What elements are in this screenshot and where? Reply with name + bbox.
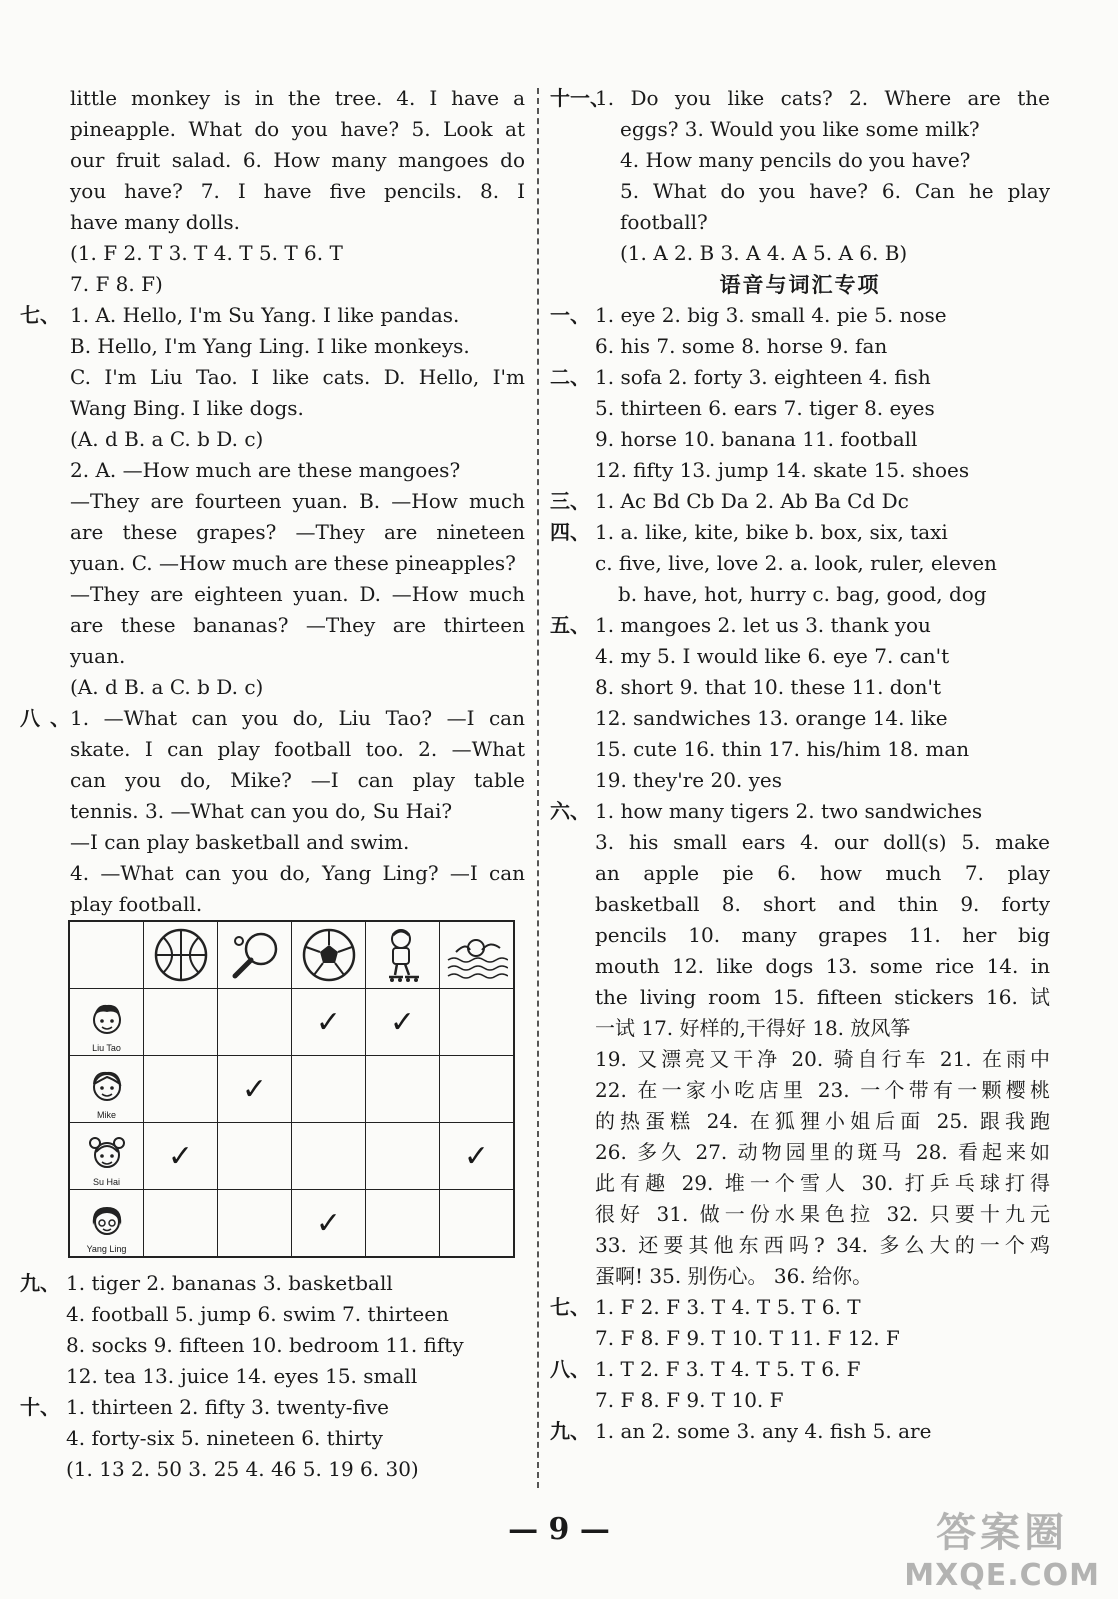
- answer-line: [20, 486, 525, 517]
- line-text: an apple pie 6. how much 7. play: [595, 861, 1050, 885]
- answer-line: [20, 1423, 525, 1454]
- question-line: [550, 1292, 1050, 1323]
- question-number: 十、: [20, 1395, 60, 1419]
- line-text: mouth 12. like dogs 13. some rice 14. in: [595, 954, 1050, 978]
- line-text: 15. cute 16. thin 17. his/him 18. man: [595, 737, 970, 761]
- answer-line: [20, 734, 525, 765]
- check-cell: [366, 1123, 440, 1190]
- question-line: [550, 610, 1050, 641]
- check-cell: [440, 989, 515, 1056]
- question-line: [550, 517, 1050, 548]
- answer-line: [20, 1361, 525, 1392]
- line-text: 1. T 2. F 3. T 4. T 5. T 6. F: [595, 1357, 861, 1381]
- answer-line: [550, 1106, 1050, 1137]
- answer-line: [20, 517, 525, 548]
- watermark-logo: [904, 1501, 1100, 1593]
- question-line: [550, 300, 1050, 331]
- column-divider: [537, 88, 539, 1488]
- answer-line: [550, 1137, 1050, 1168]
- line-text: 7. F 8. F 9. T 10. T 11. F 12. F: [595, 1326, 900, 1350]
- answer-line: [550, 424, 1050, 455]
- answer-line: [550, 858, 1050, 889]
- question-number: 八、: [20, 706, 70, 730]
- line-text: 一试 17. 好样的,干得好 18. 放风筝: [595, 1016, 911, 1040]
- answer-line: [20, 114, 525, 145]
- answer-line: [20, 858, 525, 889]
- line-text: 7. F 8. F 9. T 10. F: [595, 1388, 784, 1412]
- line-text: 1. eye 2. big 3. small 4. pie 5. nose: [595, 303, 947, 327]
- line-text: 的热蛋糕 24. 在狐狸小姐后面 25. 跟我跑: [595, 1109, 1050, 1133]
- check-cell: [292, 1056, 366, 1123]
- line-text: 1. A. Hello, I'm Su Yang. I like pandas.: [70, 303, 460, 327]
- question-line: [550, 796, 1050, 827]
- line-text: 1. mangoes 2. let us 3. thank you: [595, 613, 931, 637]
- line-text: 5. thirteen 6. ears 7. tiger 8. eyes: [595, 396, 935, 420]
- line-text: 1. Ac Bd Cb Da 2. Ab Ba Cd Dc: [595, 489, 909, 513]
- answer-line: [550, 1385, 1050, 1416]
- su-hai-avatar: [69, 1123, 144, 1190]
- answer-line: [20, 331, 525, 362]
- answer-line: [20, 889, 525, 920]
- line-text: 6. his 7. some 8. horse 9. fan: [595, 334, 888, 358]
- mike-avatar: [69, 1056, 144, 1123]
- check-cell: [440, 1190, 515, 1258]
- line-text: 1. a. like, kite, bike b. box, six, taxi: [595, 520, 948, 544]
- line-text: 4. my 5. I would like 6. eye 7. can't: [595, 644, 950, 668]
- liu-tao-avatar: [69, 989, 144, 1056]
- line-text: our fruit salad. 6. How many mangoes do: [70, 148, 525, 172]
- table-row: [69, 1123, 514, 1190]
- answer-line: [550, 982, 1050, 1013]
- question-number: 九、: [20, 1271, 60, 1295]
- line-text: 1. F 2. F 3. T 4. T 5. T 6. T: [595, 1295, 861, 1319]
- line-text: 4. How many pencils do you have?: [620, 148, 971, 172]
- check-cell: [218, 1123, 292, 1190]
- line-text: eggs? 3. Would you like some milk?: [620, 117, 980, 141]
- answer-line: [20, 393, 525, 424]
- question-number: 九、: [550, 1419, 590, 1443]
- line-text: 2. A. —How much are these mangoes?: [70, 458, 461, 482]
- answer-line: [550, 238, 1050, 269]
- answer-line: [20, 1454, 525, 1485]
- line-text: B. Hello, I'm Yang Ling. I like monkeys.: [70, 334, 470, 358]
- question-line: [550, 362, 1050, 393]
- line-text: 5. What do you have? 6. Can he play: [620, 179, 1050, 203]
- answer-line: [550, 455, 1050, 486]
- line-text: are these bananas? —They are thirteen: [70, 613, 525, 637]
- line-text: 此有趣 29. 堆一个雪人 30. 打乒乓球打得: [595, 1171, 1050, 1195]
- answer-line: [550, 393, 1050, 424]
- answer-line: [20, 827, 525, 858]
- line-text: 22. 在一家小吃店里 23. 一个带有一颗樱桃: [595, 1078, 1050, 1102]
- answer-line: [20, 176, 525, 207]
- answer-line: [550, 207, 1050, 238]
- line-text: tennis. 3. —What can you do, Su Hai?: [70, 799, 453, 823]
- check-cell: [218, 1190, 292, 1258]
- check-cell: ✓: [144, 1123, 218, 1190]
- line-text: 3. his small ears 4. our doll(s) 5. make: [595, 830, 1050, 854]
- answer-line: [550, 951, 1050, 982]
- answer-line: [20, 238, 525, 269]
- table-tennis-icon: [218, 921, 292, 989]
- line-text: play football.: [70, 892, 203, 916]
- line-text: c. five, live, love 2. a. look, ruler, eleven: [595, 551, 997, 575]
- line-text: 蛋啊! 35. 别伤心。 36. 给你。: [595, 1264, 873, 1288]
- right-column: [550, 83, 1050, 1447]
- answer-line: [550, 1230, 1050, 1261]
- line-text: have many dolls.: [70, 210, 240, 234]
- line-text: 4. forty-six 5. nineteen 6. thirty: [66, 1426, 383, 1450]
- line-text: 1. an 2. some 3. any 4. fish 5. are: [595, 1419, 932, 1443]
- question-number: 一、: [550, 303, 590, 327]
- answer-line: [20, 579, 525, 610]
- question-number: 五、: [550, 613, 590, 637]
- answer-line: [550, 889, 1050, 920]
- line-text: (A. d B. a C. b D. c): [70, 675, 264, 699]
- watermark-url: MXQE.COM: [904, 1558, 1100, 1593]
- answer-line: [550, 827, 1050, 858]
- question-number: 七、: [20, 303, 60, 327]
- line-text: you have? 7. I have five pencils. 8. I: [70, 179, 525, 203]
- answer-line: [20, 641, 525, 672]
- swimming-icon: [440, 921, 515, 989]
- check-cell: [218, 989, 292, 1056]
- check-cell: [366, 1190, 440, 1258]
- question-line: [550, 1416, 1050, 1447]
- question-line: [20, 1392, 525, 1423]
- basketball-icon: [144, 921, 218, 989]
- line-text: skate. I can play football too. 2. —What: [70, 737, 525, 761]
- line-text: C. I'm Liu Tao. I like cats. D. Hello, I'm: [70, 365, 525, 389]
- answer-line: [550, 672, 1050, 703]
- line-text: Wang Bing. I like dogs.: [70, 396, 304, 420]
- line-text: —I can play basketball and swim.: [70, 830, 410, 854]
- line-text: 19. 又漂亮又干净 20. 骑自行车 21. 在雨中: [595, 1047, 1050, 1071]
- line-text: 1. thirteen 2. fifty 3. twenty-five: [66, 1395, 390, 1419]
- watermark-title: 答案圈: [936, 1510, 1069, 1556]
- line-text: 1. Do you like cats? 2. Where are the: [595, 86, 1050, 110]
- football-icon: [292, 921, 366, 989]
- answer-line: [550, 1261, 1050, 1292]
- question-line: [20, 300, 525, 331]
- line-text: 26. 多久 27. 动物园里的斑马 28. 看起来如: [595, 1140, 1050, 1164]
- person-name: Yang Ling: [86, 1244, 127, 1254]
- table-row: [69, 1056, 514, 1123]
- yang-ling-avatar: [69, 1190, 144, 1258]
- answer-line: [550, 579, 1050, 610]
- answer-line: [550, 703, 1050, 734]
- answer-line: [20, 1330, 525, 1361]
- check-cell: ✓: [292, 1190, 366, 1258]
- line-text: —They are eighteen yuan. D. —How much: [70, 582, 525, 606]
- line-text: can you do, Mike? —I can play table: [70, 768, 525, 792]
- line-text: 1. sofa 2. forty 3. eighteen 4. fish: [595, 365, 931, 389]
- answer-line: [550, 1013, 1050, 1044]
- line-text: 9. horse 10. banana 11. football: [595, 427, 918, 451]
- answer-line: [20, 672, 525, 703]
- line-text: 1. —What can you do, Liu Tao? —I can: [70, 706, 525, 730]
- question-number: 四、: [550, 520, 590, 544]
- line-text: 4. —What can you do, Yang Ling? —I can: [70, 861, 525, 885]
- answer-line: [20, 610, 525, 641]
- check-cell: [366, 1056, 440, 1123]
- answer-line: [550, 920, 1050, 951]
- line-text: football?: [620, 210, 708, 234]
- left-column-lower: [20, 1268, 525, 1485]
- line-text: (1. 13 2. 50 3. 25 4. 46 5. 19 6. 30): [66, 1457, 419, 1481]
- line-text: 12. sandwiches 13. orange 14. like: [595, 706, 948, 730]
- table-row: [69, 1190, 514, 1258]
- line-text: 4. football 5. jump 6. swim 7. thirteen: [66, 1302, 449, 1326]
- activity-table: [68, 920, 515, 1258]
- line-text: pineapple. What do you have? 5. Look at: [70, 117, 525, 141]
- check-cell: ✓: [292, 989, 366, 1056]
- line-text: basketball 8. short and thin 9. forty: [595, 892, 1050, 916]
- question-line: [550, 486, 1050, 517]
- check-cell: [144, 989, 218, 1056]
- check-cell: [440, 1056, 515, 1123]
- question-line: [550, 1354, 1050, 1385]
- answer-line: [550, 331, 1050, 362]
- question-number: 十一、: [550, 86, 610, 110]
- answer-line: [20, 424, 525, 455]
- line-text: 12. tea 13. juice 14. eyes 15. small: [66, 1364, 418, 1388]
- check-cell: ✓: [218, 1056, 292, 1123]
- line-text: 19. they're 20. yes: [595, 768, 783, 792]
- line-text: 很好 31. 做一份水果色拉 32. 只要十九元: [595, 1202, 1050, 1226]
- question-number: 七、: [550, 1295, 590, 1319]
- question-number: 八、: [550, 1357, 590, 1381]
- answer-line: [550, 641, 1050, 672]
- answer-line: [20, 796, 525, 827]
- line-text: (A. d B. a C. b D. c): [70, 427, 264, 451]
- answer-line: [20, 269, 525, 300]
- line-text: 1. how many tigers 2. two sandwiches: [595, 799, 983, 823]
- person-name: Mike: [96, 1110, 116, 1120]
- line-text: are these grapes? —They are nineteen: [70, 520, 525, 544]
- answer-line: [550, 734, 1050, 765]
- answer-line: [20, 765, 525, 796]
- answer-line: [550, 1075, 1050, 1106]
- answer-line: [550, 1323, 1050, 1354]
- answer-line: [20, 548, 525, 579]
- answer-line: [20, 207, 525, 238]
- table-header-row: [69, 921, 514, 989]
- line-text: —They are fourteen yuan. B. —How much: [70, 489, 525, 513]
- table-row: [69, 989, 514, 1056]
- answer-line: [550, 1168, 1050, 1199]
- line-text: 8. short 9. that 10. these 11. don't: [595, 675, 942, 699]
- question-line: [20, 703, 525, 734]
- answer-line: [550, 114, 1050, 145]
- line-text: 7. F 8. F): [70, 272, 163, 296]
- question-line: [550, 83, 1050, 114]
- line-text: (1. A 2. B 3. A 4. A 5. A 6. B): [620, 241, 908, 265]
- line-text: 8. socks 9. fifteen 10. bedroom 11. fifty: [66, 1333, 464, 1357]
- table-corner-cell: [69, 921, 144, 989]
- answer-line: [550, 176, 1050, 207]
- page-number: — 9 —: [508, 1512, 610, 1547]
- check-cell: [144, 1190, 218, 1258]
- line-text: yuan.: [70, 644, 126, 668]
- line-text: little monkey is in the tree. 4. I have a: [70, 86, 525, 110]
- question-number: 二、: [550, 365, 590, 389]
- line-text: b. have, hot, hurry c. bag, good, dog: [618, 582, 987, 606]
- answer-line: [550, 145, 1050, 176]
- question-number: 三、: [550, 489, 590, 513]
- line-text: (1. F 2. T 3. T 4. T 5. T 6. T: [70, 241, 343, 265]
- answer-line: [20, 455, 525, 486]
- check-cell: ✓: [366, 989, 440, 1056]
- check-cell: [144, 1056, 218, 1123]
- line-text: pencils 10. many grapes 11. her big: [595, 923, 1050, 947]
- answer-line: [550, 548, 1050, 579]
- skating-icon: [366, 921, 440, 989]
- person-name: Liu Tao: [92, 1043, 121, 1053]
- answer-line: [550, 1044, 1050, 1075]
- check-cell: [292, 1123, 366, 1190]
- answer-line: [20, 83, 525, 114]
- line-text: 33. 还要其他东西吗? 34. 多么大的一个鸡: [595, 1233, 1050, 1257]
- left-column: [20, 83, 525, 920]
- answer-line: [20, 145, 525, 176]
- answer-line: [20, 362, 525, 393]
- person-name: Su Hai: [92, 1177, 120, 1187]
- check-cell: ✓: [440, 1123, 515, 1190]
- line-text: the living room 15. fifteen stickers 16. 试: [595, 985, 1050, 1009]
- question-number: 六、: [550, 799, 590, 823]
- answer-line: [550, 1199, 1050, 1230]
- question-line: [20, 1268, 525, 1299]
- line-text: yuan. C. —How much are these pineapples?: [70, 551, 516, 575]
- line-text: 1. tiger 2. bananas 3. basketball: [66, 1271, 393, 1295]
- section-heading: 语音与词汇专项: [719, 272, 881, 297]
- answer-line: [20, 1299, 525, 1330]
- answer-line: [550, 765, 1050, 796]
- line-text: 12. fifty 13. jump 14. skate 15. shoes: [595, 458, 970, 482]
